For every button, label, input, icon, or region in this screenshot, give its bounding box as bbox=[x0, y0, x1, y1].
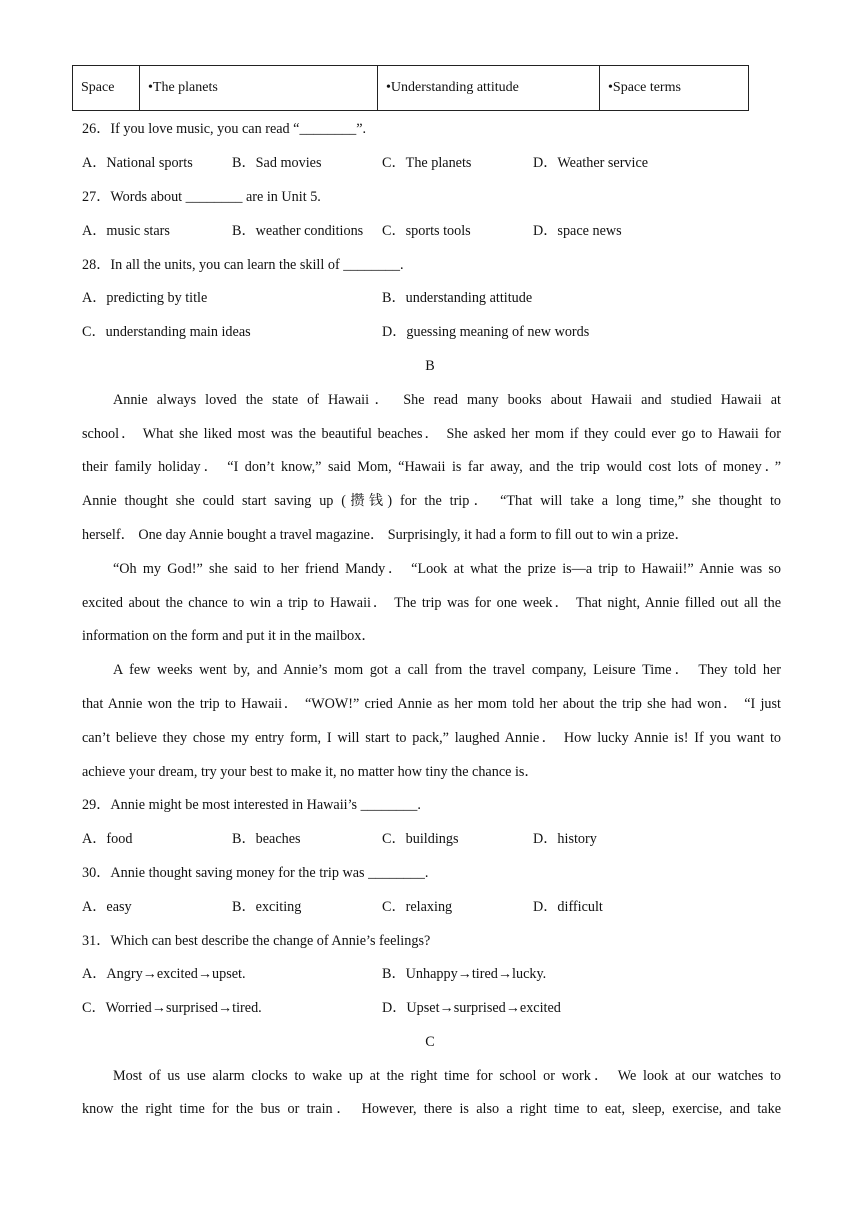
question-26-option-d: D．Weather service bbox=[533, 155, 649, 171]
section-b-paragraph-line: school． What she liked most was the beautiful beaches． She asked her mom if they could ever go to Hawaii for bbox=[82, 426, 781, 442]
question-30-option-c: C．relaxing bbox=[382, 899, 453, 915]
section-b-paragraph-line: achieve your dream, try your best to make it, no matter how tiny the chance is． bbox=[82, 764, 539, 780]
section-b-paragraph-line: excited about the chance to win a trip to Hawaii． The trip was for one week． That night, Annie filled out all the bbox=[82, 595, 781, 611]
question-31-option-d: D．Upset→surprised→excited bbox=[382, 1000, 561, 1016]
question-31-option-b: B．Unhappy→tired→lucky. bbox=[382, 966, 547, 982]
question-31-option-c: C．Worried→surprised→tired. bbox=[82, 1000, 262, 1016]
section-b-paragraph-line: information on the form and put it in the mailbox． bbox=[82, 628, 376, 644]
table-cell: •Understanding attitude bbox=[378, 66, 600, 111]
section-c-heading: C bbox=[425, 1034, 435, 1050]
question-29-option-a: A．food bbox=[82, 831, 133, 847]
question-26-option-b: B．Sad movies bbox=[232, 155, 322, 171]
question-31-stem: 31．Which can best describe the change of Annie’s feelings? bbox=[82, 933, 431, 949]
table-cell: •Space terms bbox=[600, 66, 749, 111]
section-b-heading: B bbox=[425, 358, 435, 374]
section-c-paragraph-line: Most of us use alarm clocks to wake up at the right time for school or work． We look at our watches to bbox=[113, 1068, 781, 1084]
question-28-option-b: B．understanding attitude bbox=[382, 290, 533, 306]
question-31-option-a: A．Angry→excited→upset. bbox=[82, 966, 246, 982]
table-cell: Space bbox=[73, 66, 140, 111]
unit-table bbox=[72, 65, 749, 111]
section-b-paragraph-line: “Oh my God!” she said to her friend Mandy． “Look at what the prize is—a trip to Hawaii!” Annie was so bbox=[113, 561, 781, 577]
section-b-paragraph-line: their family holiday． “I don’t know,” said Mom, “Hawaii is far away, and the trip would cost lots of money．” bbox=[82, 459, 781, 475]
question-30-option-b: B．exciting bbox=[232, 899, 302, 915]
question-29-option-c: C．buildings bbox=[382, 831, 459, 847]
question-28-stem: 28．In all the units, you can learn the skill of ________. bbox=[82, 257, 404, 273]
question-30-option-d: D．difficult bbox=[533, 899, 603, 915]
question-29-stem: 29．Annie might be most interested in Hawaii’s ________. bbox=[82, 797, 421, 813]
question-26-option-a: A．National sports bbox=[82, 155, 193, 171]
question-30-option-a: A．easy bbox=[82, 899, 132, 915]
table-cell: •The planets bbox=[140, 66, 378, 111]
section-b-paragraph-line: A few weeks went by, and Annie’s mom got a call from the travel company, Leisure Time． They told her bbox=[113, 662, 781, 678]
question-28-option-a: A．predicting by title bbox=[82, 290, 208, 306]
question-29-option-d: D．history bbox=[533, 831, 597, 847]
section-c-paragraph-line: know the right time for the bus or train． However, there is also a right time to eat, sleep, exercise, and take bbox=[82, 1101, 781, 1117]
question-27-option-c: C．sports tools bbox=[382, 223, 471, 239]
question-28-option-c: C．understanding main ideas bbox=[82, 324, 251, 340]
question-28-option-d: D．guessing meaning of new words bbox=[382, 324, 590, 340]
question-29-option-b: B．beaches bbox=[232, 831, 301, 847]
question-27-option-b: B．weather conditions bbox=[232, 223, 364, 239]
question-27-option-a: A．music stars bbox=[82, 223, 170, 239]
question-26-stem: 26．If you love music, you can read “________”. bbox=[82, 121, 367, 137]
question-27-stem: 27．Words about ________ are in Unit 5. bbox=[82, 189, 321, 205]
question-30-stem: 30．Annie thought saving money for the trip was ________. bbox=[82, 865, 429, 881]
question-26-option-c: C．The planets bbox=[382, 155, 472, 171]
section-b-paragraph-line: that Annie won the trip to Hawaii． “WOW!” cried Annie as her mom told her about the trip she had won． “I just bbox=[82, 696, 781, 712]
question-27-option-d: D．space news bbox=[533, 223, 622, 239]
section-b-paragraph-line: herself． One day Annie bought a travel magazine． Surprisingly, it had a form to fill out to win a prize． bbox=[82, 527, 689, 543]
section-b-paragraph-line: Annie always loved the state of Hawaii． She read many books about Hawaii and studied Hawaii at bbox=[113, 392, 781, 408]
section-b-paragraph-line: Annie thought she could start saving up (攒钱) for the trip． “That will take a long time,” she thought to bbox=[82, 493, 781, 509]
section-b-paragraph-line: can’t believe they chose my entry form, I will start to pack,” laughed Annie． How lucky Annie is! If you want to bbox=[82, 730, 781, 746]
table-row bbox=[73, 66, 749, 111]
